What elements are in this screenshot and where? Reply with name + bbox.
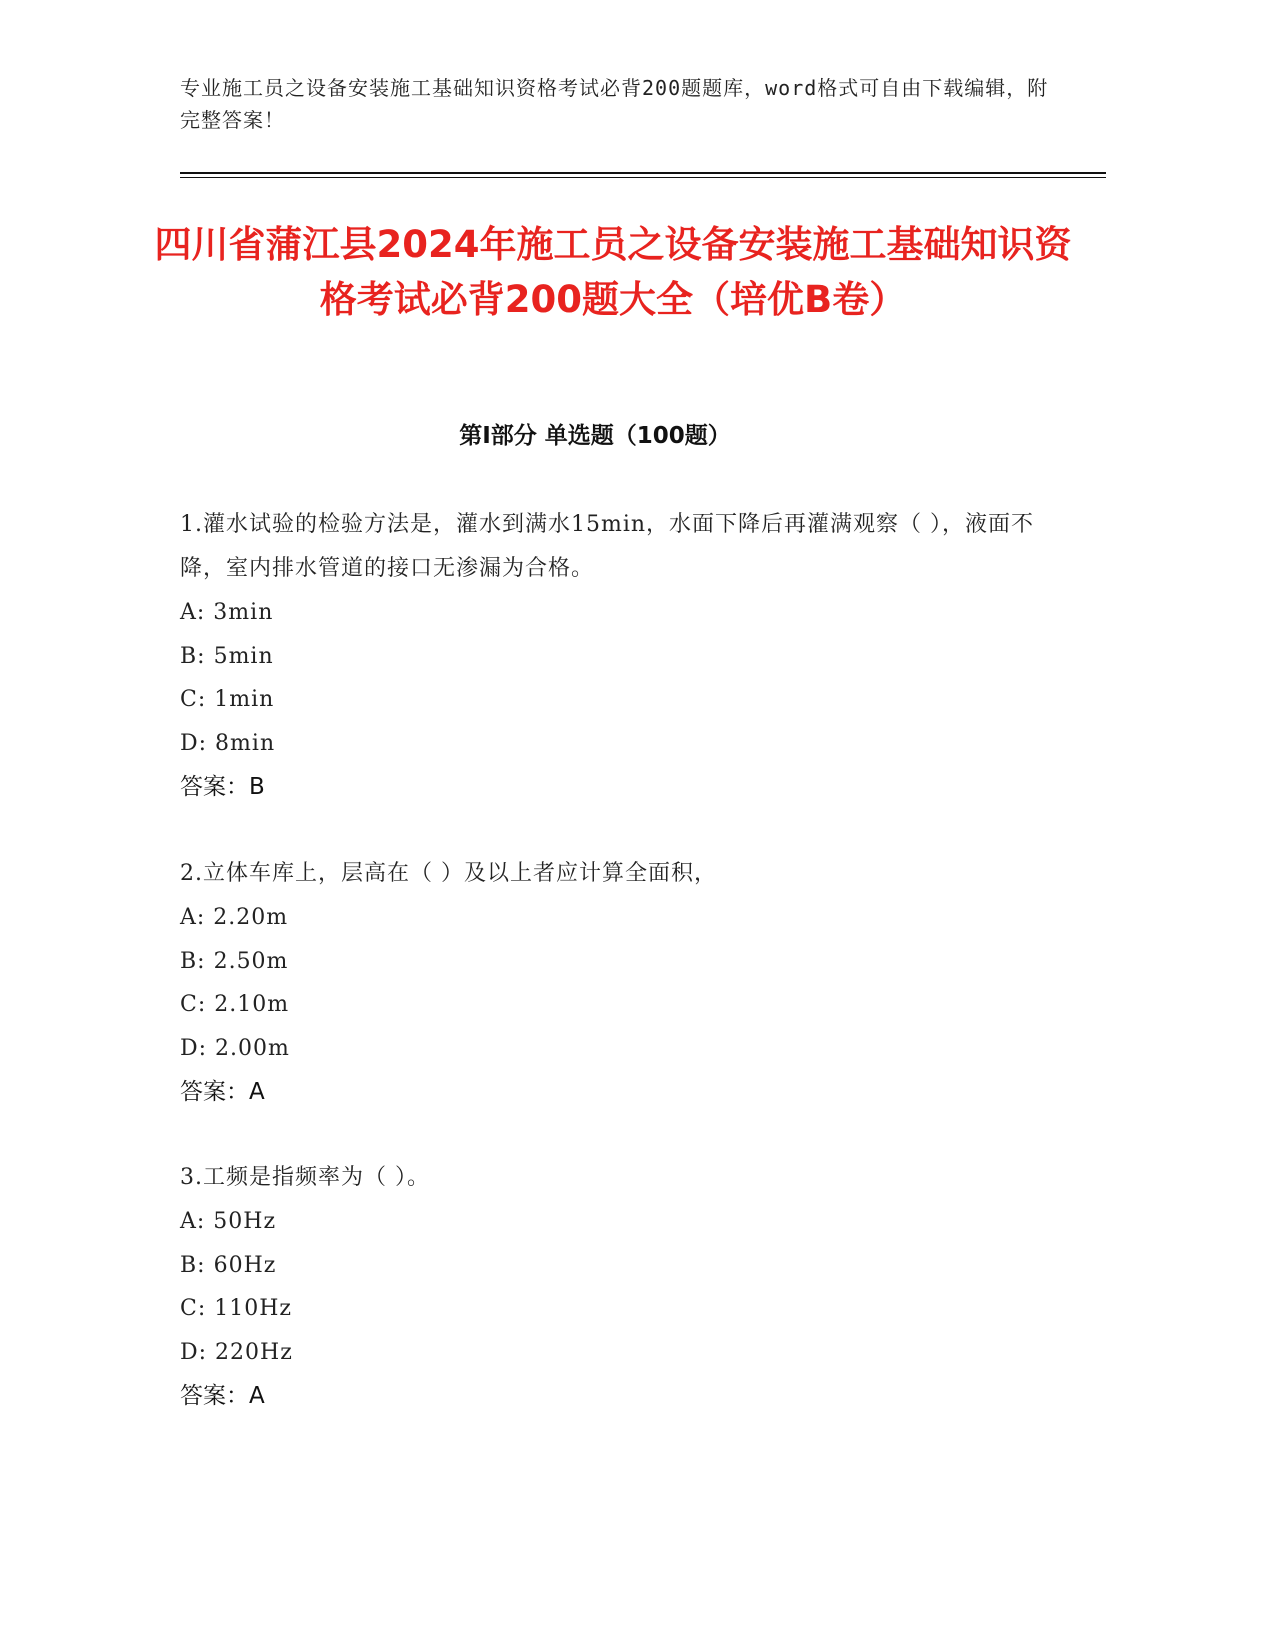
section-heading: 第I部分 单选题（100题） (459, 423, 731, 449)
answer-text: 答案：A (180, 1383, 265, 1409)
answer-text: 答案：A (180, 1079, 265, 1105)
option-a: A: 2.20m (180, 905, 289, 930)
option-d: D: 220Hz (180, 1339, 293, 1365)
option-d: D: 2.00m (180, 1035, 290, 1061)
question-block (180, 1156, 1060, 1418)
option-d: D: 8min (180, 730, 276, 756)
header-rule-thin (180, 177, 1106, 178)
option-c: C: 1min (180, 687, 275, 712)
question-text: 3.工频是指频率为（ ）。 (180, 1165, 430, 1190)
option-c: C: 2.10m (180, 992, 290, 1017)
option-a: A: 3min (180, 600, 274, 625)
question-block (180, 503, 1060, 809)
question-block (180, 852, 1060, 1114)
header-rule-thick (180, 172, 1106, 174)
question-text: 2.立体车库上，层高在（ ）及以上者应计算全面积， (180, 861, 717, 886)
option-a: A: 50Hz (180, 1209, 277, 1234)
answer-text: 答案：B (180, 774, 265, 800)
question-text: 1.灌水试验的检验方法是，灌水到满水15min，水面下降后再灌满观察（ ），液面不降，室内排水管道的接口无渗漏为合格。 (180, 512, 1035, 581)
header-note: 专业施工员之设备安装施工基础知识资格考试必背200题题库，word格式可自由下载编辑，附完整答案！ (180, 76, 1049, 132)
option-b: B: 2.50m (180, 948, 289, 974)
option-c: C: 110Hz (180, 1296, 293, 1321)
option-b: B: 5min (180, 643, 274, 669)
document-title: 四川省蒲江县2024年施工员之设备安装施工基础知识资格考试必背200题大全（培优B卷） (154, 223, 1072, 321)
option-b: B: 60Hz (180, 1252, 277, 1278)
